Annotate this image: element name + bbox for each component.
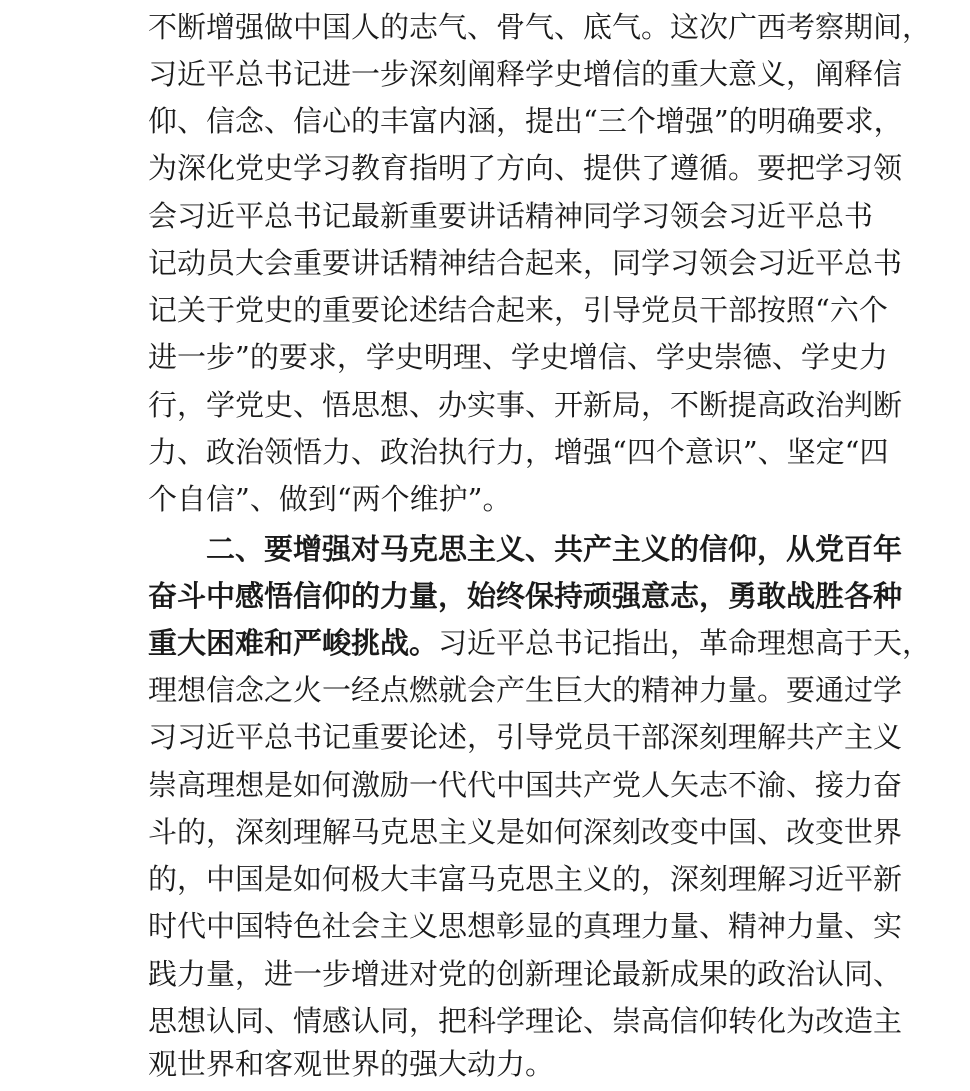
- section-heading-line: [206, 522, 903, 576]
- paragraph-line: 不断增强做中国人的志气、骨气、底气。这次广西考察期间，: [148, 10, 932, 44]
- paragraph-line: [148, 758, 903, 812]
- body-text: 的，中国是如何极大丰富马克思主义的，深刻理解习近平新: [148, 862, 903, 896]
- paragraph-line: [148, 899, 903, 953]
- paragraph-line: [148, 805, 903, 859]
- paragraph-line: 习近平总书记进一步深刻阐释学史增信的重大意义，阐释信: [148, 57, 903, 91]
- body-text: 思想认同、情感认同，把科学理论、崇高信仰转化为改造主: [148, 1004, 903, 1038]
- heading-bold-text: 重大困难和严峻挑战。: [148, 626, 439, 660]
- paragraph-line: 行，学党史、悟思想、办实事、开新局，不断提高政治判断: [148, 388, 903, 422]
- paragraph-line: 仰、信念、信心的丰富内涵，提出“三个增强”的明确要求，: [148, 104, 903, 138]
- body-text: 习近平总书记指出，革命理想高于天，: [438, 626, 932, 660]
- body-text: 斗的，深刻理解马克思主义是如何深刻改变中国、改变世界: [148, 815, 903, 849]
- paragraph-line: 为深化党史学习教育指明了方向、提供了遵循。要把学习领: [148, 151, 903, 185]
- paragraph-line: 记关于党史的重要论述结合起来，引导党员干部按照“六个: [148, 293, 888, 327]
- section-heading-line: [148, 616, 932, 670]
- paragraph-line: [148, 710, 903, 764]
- body-text: 理想信念之火一经点燃就会产生巨大的精神力量。要通过学: [148, 673, 903, 707]
- body-text: 践力量，进一步增进对党的创新理论最新成果的政治认同、: [148, 957, 903, 991]
- paragraph-line: 力、政治领悟力、政治执行力，增强“四个意识”、坚定“四: [148, 435, 889, 469]
- paragraph-line: [148, 663, 903, 717]
- paragraph-line: 个自信”、做到“两个维护”。: [148, 482, 512, 516]
- body-text: 时代中国特色社会主义思想彰显的真理力量、精神力量、实: [148, 909, 903, 943]
- body-text: 习习近平总书记重要论述，引导党员干部深刻理解共产主义: [148, 720, 903, 754]
- paragraph-line: [148, 852, 903, 906]
- paragraph-line: [148, 1037, 828, 1091]
- paragraph-line: 进一步”的要求，学史明理、学史增信、学史崇德、学史力: [148, 340, 888, 374]
- paragraph-line: 记动员大会重要讲话精神结合起来，同学习领会习近平总书: [148, 246, 903, 280]
- heading-bold-text: 奋斗中感悟信仰的力量，始终保持顽强意志，勇敢战胜各种: [148, 579, 903, 613]
- section-heading-line: [148, 569, 903, 623]
- heading-bold-text: 二、要增强对马克思主义、共产主义的信仰，从党百年: [206, 532, 903, 566]
- body-text: 观世界和客观世界的强大动力。: [148, 1047, 555, 1081]
- paragraph-line: 会习近平总书记最新重要讲话精神同学习领会习近平总书: [148, 199, 874, 233]
- paragraph-line: [148, 947, 903, 1001]
- body-text: 崇高理想是如何激励一代代中国共产党人矢志不渝、接力奋: [148, 768, 903, 802]
